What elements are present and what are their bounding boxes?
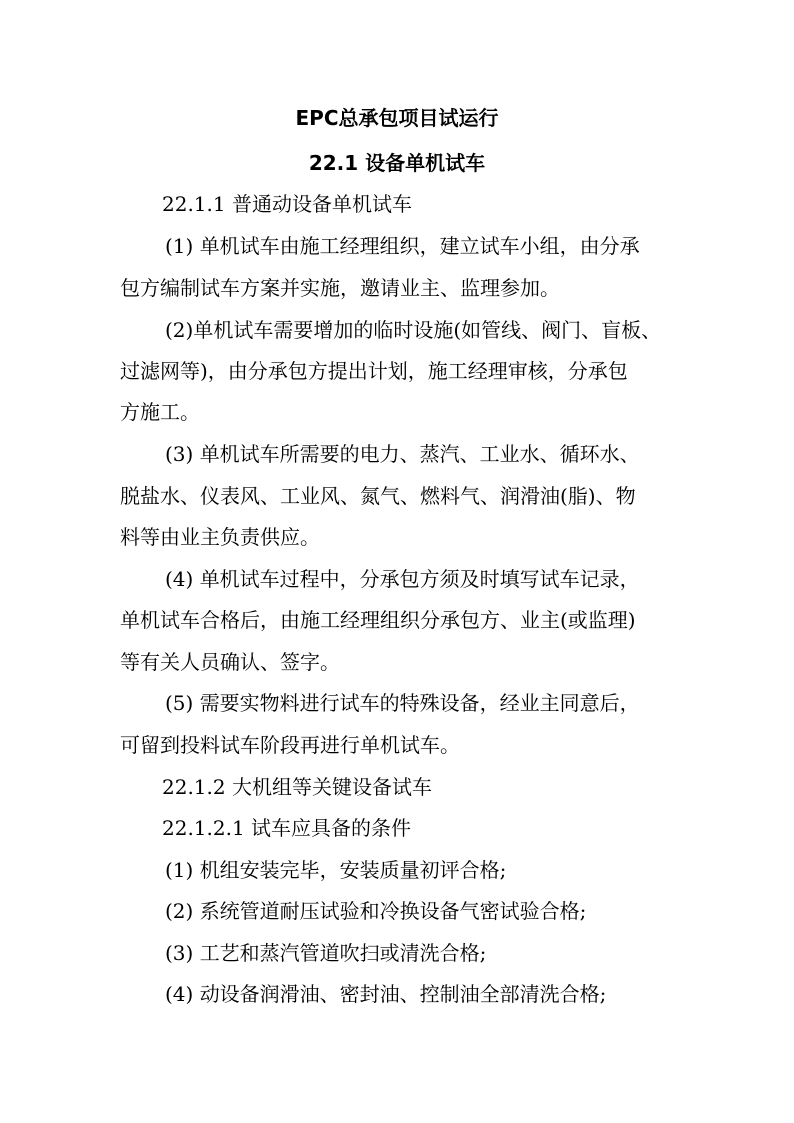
paragraph-line: (5) 需要实物料进行试车的特殊设备，经业主同意后， [165, 691, 640, 715]
paragraph-line: 单机试车合格后，由施工经理组织分承包方、业主(或监理) [120, 608, 636, 632]
list-item: (4) 动设备润滑油、密封油、控制油全部清洗合格; [165, 982, 607, 1006]
paragraph-line: (3) 单机试车所需要的电力、蒸汽、工业水、循环水、 [165, 442, 640, 466]
paragraph-line: 脱盐水、仪表风、工业风、氮气、燃料气、润滑油(脂)、物 [120, 484, 636, 508]
paragraph-line: 包方编制试车方案并实施，邀请业主、监理参加。 [120, 276, 560, 300]
paragraph-line: (1) 单机试车由施工经理组织，建立试车小组，由分承 [165, 234, 640, 258]
paragraph-line: 过滤网等)，由分承包方提出计划，施工经理审核，分承包 [120, 359, 628, 383]
paragraph-line: 料等由业主负责供应。 [120, 525, 320, 549]
list-item: (3) 工艺和蒸汽管道吹扫或清洗合格; [165, 941, 487, 965]
paragraph-line: (2)单机试车需要增加的临时设施(如管线、阀门、盲板、 [165, 318, 662, 342]
subsection-heading: 22.1.1 普通动设备单机试车 [162, 192, 412, 216]
document-title: EPC总承包项目试运行 [295, 106, 499, 130]
paragraph-line: 可留到投料试车阶段再进行单机试车。 [120, 733, 460, 757]
paragraph-line: (4) 单机试车过程中，分承包方须及时填写试车记录， [165, 567, 640, 591]
list-item: (1) 机组安装完毕，安装质量初评合格; [165, 858, 507, 882]
paragraph-line: 方施工。 [120, 400, 200, 424]
subsection-heading: 22.1.2 大机组等关键设备试车 [162, 775, 432, 799]
section-heading: 22.1 设备单机试车 [308, 151, 486, 175]
paragraph-line: 等有关人员确认、签字。 [120, 650, 340, 674]
list-item: (2) 系统管道耐压试验和冷换设备气密试验合格; [165, 899, 587, 923]
subsection-heading: 22.1.2.1 试车应具备的条件 [162, 816, 412, 840]
